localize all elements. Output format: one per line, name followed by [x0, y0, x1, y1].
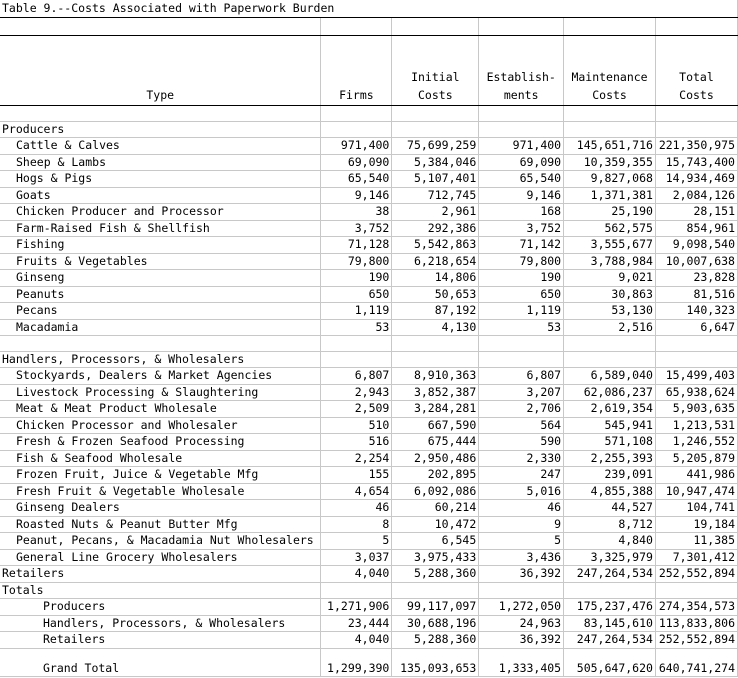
- initial-costs-cell[interactable]: 3,852,387: [392, 384, 479, 401]
- total-costs-cell[interactable]: 252,552,894: [655, 632, 737, 649]
- row-type-cell[interactable]: Fruits & Vegetables: [0, 253, 321, 270]
- row-type-cell[interactable]: Hogs & Pigs: [0, 171, 321, 188]
- initial-costs-cell[interactable]: 202,895: [392, 467, 479, 484]
- row-type-cell[interactable]: Sheep & Lambs: [0, 154, 321, 171]
- maintenance-costs-cell[interactable]: 3,788,984: [564, 253, 656, 270]
- firms-cell[interactable]: 2,509: [321, 401, 392, 418]
- header-maintenance-costs[interactable]: [564, 36, 656, 106]
- table-row: [0, 615, 738, 632]
- blank-cell[interactable]: [0, 106, 321, 122]
- establishments-cell[interactable]: 71,142: [479, 237, 564, 254]
- total-costs-cell[interactable]: 113,833,806: [655, 615, 737, 632]
- total-costs-cell[interactable]: 81,516: [655, 286, 737, 303]
- blank-cell[interactable]: [564, 121, 656, 138]
- establishments-cell[interactable]: 79,800: [479, 253, 564, 270]
- maintenance-costs-cell[interactable]: 30,863: [564, 286, 656, 303]
- firms-cell[interactable]: 650: [321, 286, 392, 303]
- initial-costs-cell[interactable]: 2,950,486: [392, 450, 479, 467]
- table-row: [0, 417, 738, 434]
- total-costs-cell[interactable]: 441,986: [655, 467, 737, 484]
- row-type-cell[interactable]: Handlers, Processors, & Wholesalers: [0, 615, 321, 632]
- header-line: ments: [503, 88, 539, 102]
- establishments-cell[interactable]: 46: [479, 500, 564, 517]
- row-type-cell[interactable]: Fishing: [0, 237, 321, 254]
- row-type-cell[interactable]: Ginseng Dealers: [0, 500, 321, 517]
- total-costs-cell[interactable]: 7,301,412: [655, 549, 737, 566]
- table-row: [0, 384, 738, 401]
- table-row: [0, 220, 738, 237]
- establishments-cell[interactable]: 1,272,050: [479, 599, 564, 616]
- initial-costs-cell[interactable]: 292,386: [392, 220, 479, 237]
- maintenance-costs-cell[interactable]: 2,255,393: [564, 450, 656, 467]
- table-row: [0, 237, 738, 254]
- blank-cell[interactable]: [479, 106, 564, 122]
- table-row: [0, 270, 738, 287]
- blank-cell[interactable]: [564, 106, 656, 122]
- establishments-cell[interactable]: 1,333,405: [479, 648, 564, 676]
- maintenance-costs-cell[interactable]: 247,264,534: [564, 566, 656, 583]
- total-costs-cell[interactable]: 221,350,975: [655, 138, 737, 155]
- table-title[interactable]: Table 9.--Costs Associated with Paperwork Burden: [0, 0, 738, 18]
- total-costs-cell[interactable]: 252,552,894: [655, 566, 737, 583]
- maintenance-costs-cell[interactable]: 8,712: [564, 516, 656, 533]
- blank-cell[interactable]: [479, 336, 564, 352]
- header-type[interactable]: Type: [0, 36, 321, 106]
- row-type-cell[interactable]: Fresh Fruit & Vegetable Wholesale: [0, 483, 321, 500]
- blank-cell[interactable]: [392, 121, 479, 138]
- table-row: [0, 566, 738, 583]
- initial-costs-cell[interactable]: 4,130: [392, 319, 479, 336]
- firms-cell[interactable]: 4,654: [321, 483, 392, 500]
- row-type-cell[interactable]: Peanut, Pecans, & Macadamia Nut Wholesalers: [0, 533, 321, 550]
- maintenance-costs-cell[interactable]: 175,237,476: [564, 599, 656, 616]
- maintenance-costs-cell[interactable]: 25,190: [564, 204, 656, 221]
- total-costs-cell[interactable]: 10,947,474: [655, 483, 737, 500]
- establishments-cell[interactable]: 247: [479, 467, 564, 484]
- establishments-cell[interactable]: 5: [479, 533, 564, 550]
- total-costs-cell[interactable]: 11,385: [655, 533, 737, 550]
- blank-cell[interactable]: [0, 18, 321, 36]
- firms-cell[interactable]: 4,040: [321, 632, 392, 649]
- blank-cell[interactable]: [564, 336, 656, 352]
- firms-cell[interactable]: 9,146: [321, 187, 392, 204]
- maintenance-costs-cell[interactable]: 239,091: [564, 467, 656, 484]
- establishments-cell[interactable]: 2,330: [479, 450, 564, 467]
- table-row: [0, 368, 738, 385]
- establishments-cell[interactable]: 1,119: [479, 303, 564, 320]
- maintenance-costs-cell[interactable]: 505,647,620: [564, 648, 656, 676]
- initial-costs-cell[interactable]: 8,910,363: [392, 368, 479, 385]
- blank-cell[interactable]: [479, 18, 564, 36]
- initial-costs-cell[interactable]: 5,384,046: [392, 154, 479, 171]
- blank-cell[interactable]: [321, 121, 392, 138]
- table-row: [0, 253, 738, 270]
- establishments-cell[interactable]: 24,963: [479, 615, 564, 632]
- total-costs-cell[interactable]: 19,184: [655, 516, 737, 533]
- table-row: [0, 319, 738, 336]
- initial-costs-cell[interactable]: 667,590: [392, 417, 479, 434]
- initial-costs-cell[interactable]: 3,284,281: [392, 401, 479, 418]
- initial-costs-cell[interactable]: 2,961: [392, 204, 479, 221]
- establishments-cell[interactable]: 69,090: [479, 154, 564, 171]
- section-row: [0, 582, 738, 599]
- establishments-cell[interactable]: 9: [479, 516, 564, 533]
- initial-costs-cell[interactable]: 135,093,653: [392, 648, 479, 676]
- total-costs-cell[interactable]: 1,246,552: [655, 434, 737, 451]
- blank-cell[interactable]: [0, 336, 321, 352]
- maintenance-costs-cell[interactable]: 4,855,388: [564, 483, 656, 500]
- row-type-cell[interactable]: Chicken Producer and Processor: [0, 204, 321, 221]
- firms-cell[interactable]: 79,800: [321, 253, 392, 270]
- establishments-cell[interactable]: 53: [479, 319, 564, 336]
- establishments-cell[interactable]: 36,392: [479, 566, 564, 583]
- establishments-cell[interactable]: 168: [479, 204, 564, 221]
- maintenance-costs-cell[interactable]: 6,589,040: [564, 368, 656, 385]
- total-costs-cell[interactable]: 274,354,573: [655, 599, 737, 616]
- row-type-cell[interactable]: Stockyards, Dealers & Market Agencies: [0, 368, 321, 385]
- initial-costs-cell[interactable]: 60,214: [392, 500, 479, 517]
- maintenance-costs-cell[interactable]: 2,516: [564, 319, 656, 336]
- row-type-cell[interactable]: Meat & Meat Product Wholesale: [0, 401, 321, 418]
- blank-cell[interactable]: [321, 336, 392, 352]
- firms-cell[interactable]: 46: [321, 500, 392, 517]
- initial-costs-cell[interactable]: 14,806: [392, 270, 479, 287]
- establishments-cell[interactable]: 2,706: [479, 401, 564, 418]
- blank-cell[interactable]: [392, 18, 479, 36]
- header-line: Total: [679, 70, 714, 84]
- blank-cell[interactable]: [479, 351, 564, 368]
- maintenance-costs-cell[interactable]: 1,371,381: [564, 187, 656, 204]
- firms-cell[interactable]: 155: [321, 467, 392, 484]
- firms-cell[interactable]: 8: [321, 516, 392, 533]
- table-row: [0, 467, 738, 484]
- initial-costs-cell[interactable]: 6,218,654: [392, 253, 479, 270]
- total-costs-cell[interactable]: 104,741: [655, 500, 737, 517]
- maintenance-costs-cell[interactable]: 571,108: [564, 434, 656, 451]
- establishments-cell[interactable]: 9,146: [479, 187, 564, 204]
- blank-cell[interactable]: [655, 351, 737, 368]
- maintenance-costs-cell[interactable]: 562,575: [564, 220, 656, 237]
- row-type-cell[interactable]: Pecans: [0, 303, 321, 320]
- firms-cell[interactable]: 5: [321, 533, 392, 550]
- table-row: [0, 483, 738, 500]
- row-type-cell[interactable]: General Line Grocery Wholesalers: [0, 549, 321, 566]
- row-type-cell[interactable]: Producers: [0, 599, 321, 616]
- initial-costs-cell[interactable]: 712,745: [392, 187, 479, 204]
- section-row: [0, 121, 738, 138]
- maintenance-costs-cell[interactable]: 3,555,677: [564, 237, 656, 254]
- maintenance-costs-cell[interactable]: 3,325,979: [564, 549, 656, 566]
- header-establishments[interactable]: [479, 36, 564, 106]
- header-line: Establish-: [486, 70, 556, 84]
- firms-cell[interactable]: 190: [321, 270, 392, 287]
- section-label[interactable]: Totals: [0, 582, 321, 599]
- section-row: [0, 351, 738, 368]
- firms-cell[interactable]: 1,271,906: [321, 599, 392, 616]
- header-initial-costs[interactable]: [392, 36, 479, 106]
- blank-cell[interactable]: [564, 18, 656, 36]
- blank-cell[interactable]: [321, 18, 392, 36]
- maintenance-costs-cell[interactable]: 44,527: [564, 500, 656, 517]
- table-row: [0, 286, 738, 303]
- header-total-costs[interactable]: [655, 36, 737, 106]
- table-row: [0, 632, 738, 649]
- total-costs-cell[interactable]: 140,323: [655, 303, 737, 320]
- header-line: Costs: [418, 88, 453, 102]
- table-row: [0, 500, 738, 517]
- row-type-cell[interactable]: Fish & Seafood Wholesale: [0, 450, 321, 467]
- blank-cell[interactable]: [321, 351, 392, 368]
- maintenance-costs-cell[interactable]: 145,651,716: [564, 138, 656, 155]
- firms-cell[interactable]: 38: [321, 204, 392, 221]
- initial-costs-cell[interactable]: 5,107,401: [392, 171, 479, 188]
- maintenance-costs-cell[interactable]: 9,827,068: [564, 171, 656, 188]
- section-label[interactable]: Handlers, Processors, & Wholesalers: [0, 351, 321, 368]
- initial-costs-cell[interactable]: 675,444: [392, 434, 479, 451]
- maintenance-costs-cell[interactable]: 62,086,237: [564, 384, 656, 401]
- blank-cell[interactable]: [321, 582, 392, 599]
- header-line: Maintenance: [571, 70, 648, 84]
- total-costs-cell[interactable]: 640,741,274: [655, 648, 737, 676]
- firms-cell[interactable]: 2,254: [321, 450, 392, 467]
- firms-cell[interactable]: 2,943: [321, 384, 392, 401]
- table-row: [0, 154, 738, 171]
- section-label[interactable]: Producers: [0, 121, 321, 138]
- initial-costs-cell[interactable]: 3,975,433: [392, 549, 479, 566]
- row-type-cell[interactable]: Ginseng: [0, 270, 321, 287]
- table-row: [0, 648, 738, 676]
- initial-costs-cell[interactable]: 99,117,097: [392, 599, 479, 616]
- table-row: [0, 171, 738, 188]
- maintenance-costs-cell[interactable]: 10,359,355: [564, 154, 656, 171]
- maintenance-costs-cell[interactable]: 9,021: [564, 270, 656, 287]
- blank-row: [0, 336, 738, 352]
- total-costs-cell[interactable]: 10,007,638: [655, 253, 737, 270]
- blank-cell[interactable]: [655, 106, 737, 122]
- initial-costs-cell[interactable]: 75,699,259: [392, 138, 479, 155]
- total-costs-cell[interactable]: 65,938,624: [655, 384, 737, 401]
- row-type-cell[interactable]: Peanuts: [0, 286, 321, 303]
- initial-costs-cell[interactable]: 5,288,360: [392, 566, 479, 583]
- row-type-cell[interactable]: Frozen Fruit, Juice & Vegetable Mfg: [0, 467, 321, 484]
- row-type-cell[interactable]: Farm-Raised Fish & Shellfish: [0, 220, 321, 237]
- table-row: [0, 138, 738, 155]
- blank-cell[interactable]: [392, 582, 479, 599]
- blank-cell[interactable]: [655, 582, 737, 599]
- blank-row: [0, 106, 738, 122]
- maintenance-costs-cell[interactable]: 4,840: [564, 533, 656, 550]
- header-firms[interactable]: Firms: [321, 36, 392, 106]
- row-type-cell[interactable]: Chicken Processor and Wholesaler: [0, 417, 321, 434]
- firms-cell[interactable]: 53: [321, 319, 392, 336]
- row-type-cell[interactable]: Fresh & Frozen Seafood Processing: [0, 434, 321, 451]
- maintenance-costs-cell[interactable]: 83,145,610: [564, 615, 656, 632]
- establishments-cell[interactable]: 190: [479, 270, 564, 287]
- header-line: Initial: [411, 70, 460, 84]
- row-type-cell[interactable]: Cattle & Calves: [0, 138, 321, 155]
- maintenance-costs-cell[interactable]: 2,619,354: [564, 401, 656, 418]
- establishments-cell[interactable]: 3,436: [479, 549, 564, 566]
- establishments-cell[interactable]: 36,392: [479, 632, 564, 649]
- total-costs-cell[interactable]: 9,098,540: [655, 237, 737, 254]
- table-row: [0, 549, 738, 566]
- table-row: [0, 187, 738, 204]
- total-costs-cell[interactable]: 5,205,879: [655, 450, 737, 467]
- row-type-cell[interactable]: Livestock Processing & Slaughtering: [0, 384, 321, 401]
- total-costs-cell[interactable]: 5,903,635: [655, 401, 737, 418]
- blank-cell[interactable]: [655, 121, 737, 138]
- establishments-cell[interactable]: 564: [479, 417, 564, 434]
- initial-costs-cell[interactable]: 30,688,196: [392, 615, 479, 632]
- blank-cell[interactable]: [655, 18, 737, 36]
- firms-cell[interactable]: 4,040: [321, 566, 392, 583]
- total-costs-cell[interactable]: 15,743,400: [655, 154, 737, 171]
- initial-costs-cell[interactable]: 10,472: [392, 516, 479, 533]
- table-row: [0, 516, 738, 533]
- initial-costs-cell[interactable]: 5,542,863: [392, 237, 479, 254]
- firms-cell[interactable]: 971,400: [321, 138, 392, 155]
- establishments-cell[interactable]: 3,207: [479, 384, 564, 401]
- firms-cell[interactable]: 65,540: [321, 171, 392, 188]
- initial-costs-cell[interactable]: 87,192: [392, 303, 479, 320]
- blank-cell[interactable]: [479, 582, 564, 599]
- blank-cell[interactable]: [392, 336, 479, 352]
- firms-cell[interactable]: 3,752: [321, 220, 392, 237]
- blank-cell[interactable]: [564, 351, 656, 368]
- blank-cell[interactable]: [655, 336, 737, 352]
- blank-cell[interactable]: [321, 106, 392, 122]
- blank-cell[interactable]: [564, 582, 656, 599]
- row-type-cell[interactable]: Roasted Nuts & Peanut Butter Mfg: [0, 516, 321, 533]
- table-row: [0, 533, 738, 550]
- firms-cell[interactable]: 6,807: [321, 368, 392, 385]
- row-type-cell[interactable]: Grand Total: [0, 648, 321, 676]
- total-costs-cell[interactable]: 854,961: [655, 220, 737, 237]
- maintenance-costs-cell[interactable]: 53,130: [564, 303, 656, 320]
- blank-cell[interactable]: [479, 121, 564, 138]
- maintenance-costs-cell[interactable]: 545,941: [564, 417, 656, 434]
- total-costs-cell[interactable]: 6,647: [655, 319, 737, 336]
- total-costs-cell[interactable]: 15,499,403: [655, 368, 737, 385]
- total-costs-cell[interactable]: 28,151: [655, 204, 737, 221]
- total-costs-cell[interactable]: 23,828: [655, 270, 737, 287]
- firms-cell[interactable]: 510: [321, 417, 392, 434]
- firms-cell[interactable]: 69,090: [321, 154, 392, 171]
- total-costs-cell[interactable]: 1,213,531: [655, 417, 737, 434]
- initial-costs-cell[interactable]: 6,545: [392, 533, 479, 550]
- initial-costs-cell[interactable]: 6,092,086: [392, 483, 479, 500]
- row-type-cell[interactable]: Goats: [0, 187, 321, 204]
- blank-cell[interactable]: [392, 106, 479, 122]
- establishments-cell[interactable]: 590: [479, 434, 564, 451]
- table-row: [0, 401, 738, 418]
- blank-cell[interactable]: [392, 351, 479, 368]
- establishments-cell[interactable]: 5,016: [479, 483, 564, 500]
- row-type-cell[interactable]: Macadamia: [0, 319, 321, 336]
- table-row: [0, 204, 738, 221]
- firms-cell[interactable]: 71,128: [321, 237, 392, 254]
- establishments-cell[interactable]: 971,400: [479, 138, 564, 155]
- establishments-cell[interactable]: 650: [479, 286, 564, 303]
- header-line: Costs: [592, 88, 627, 102]
- header-line: Costs: [679, 88, 714, 102]
- total-costs-cell[interactable]: 2,084,126: [655, 187, 737, 204]
- table-row: [0, 303, 738, 320]
- row-type-cell[interactable]: Retailers: [0, 632, 321, 649]
- row-type-cell[interactable]: Retailers: [0, 566, 321, 583]
- table-row: [0, 434, 738, 451]
- total-costs-cell[interactable]: 14,934,469: [655, 171, 737, 188]
- initial-costs-cell[interactable]: 50,653: [392, 286, 479, 303]
- establishments-cell[interactable]: 65,540: [479, 171, 564, 188]
- firms-cell[interactable]: 23,444: [321, 615, 392, 632]
- maintenance-costs-cell[interactable]: 247,264,534: [564, 632, 656, 649]
- establishments-cell[interactable]: 3,752: [479, 220, 564, 237]
- firms-cell[interactable]: 516: [321, 434, 392, 451]
- establishments-cell[interactable]: 6,807: [479, 368, 564, 385]
- initial-costs-cell[interactable]: 5,288,360: [392, 632, 479, 649]
- firms-cell[interactable]: 1,299,390: [321, 648, 392, 676]
- firms-cell[interactable]: 1,119: [321, 303, 392, 320]
- table-row: [0, 599, 738, 616]
- table-row: [0, 450, 738, 467]
- firms-cell[interactable]: 3,037: [321, 549, 392, 566]
